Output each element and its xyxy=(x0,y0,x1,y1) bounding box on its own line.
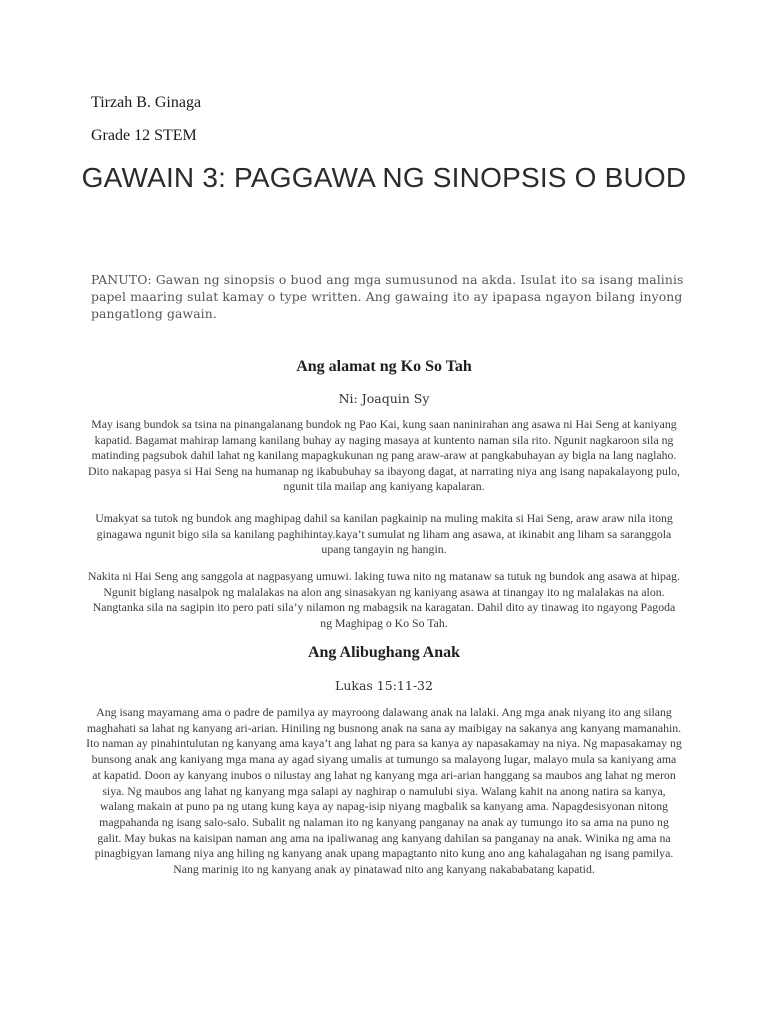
instructions-text: PANUTO: Gawan ng sinopsis o buod ang mga sumusunod na akda. Isulat ito sa isang malinis papel maaring sulat kamay o type written. Ang gawaing ito ay ipapasa ngayon bilang inyong pangatlong gawain. xyxy=(91,272,684,321)
story-paragraph: Umakyat sa tutok ng bundok ang maghipag dahil sa kanilan pagkainip na muling makita si Hai Seng, araw araw nila itong ginagawa ngunit bigo sila sa kanilang paghihintay.kaya’t sumulat ng liham ang asawa, at ikinabit ang liham sa saranggola upang tangayin ng hangin. xyxy=(95,511,673,557)
story-paragraph: Ang isang mayamang ama o padre de pamilya ay mayroong dalawang anak na lalaki. Ang mga anak niyang ito ang silang maghahati sa lahat ng kanyang ari-arian. Hiniling ng busnong anak na sana ay maibigay na sakanya ang kanyang mamanahin. Ito naman ay pinahintulutan ng kanyang ama kaya’t ang lahat ng para sa kanya ay napasakamay na niya. Ng mapasakamay ng bunsong anak ang kaniyang mga mana ay agad siyang umalis at tumungo sa malayong lugar, malayo mula sa kaniyang ama at kapatid. Doon ay kanyang inubos o nilustay ang lahat ng kanyang mga ari-arian hanggang sa maubos ang lahat ng meron siya. Ng maubos ang lahat ng kanyang mga salapi ay naghirap o namulubi siya. Walang kahit na anong natira sa kanya, walang makain at puno pa ng utang kung kaya ay napag-isip niyang magbalik sa kanyang ama. Napagdesisyonan nitong magpahanda ng isang salo-salo. Subalit ng nalaman ito ng kanyang panganay na anak ay tumungo ito sa ama na puno ng galit. May bukas na kaisipan naman ang ama na ipaliwanag ang kanyang dahilan sa panganay na anak. Winika ng ama na pinagbigyan lamang niya ang hiling ng kanyang anak upang mapagtanto nito kung ano ang kahalagahan ng isang pamilya. Nang marinig ito ng kanyang anak ay pinatawad nito ang kanyang nakababatang kapatid. xyxy=(86,705,682,877)
story-paragraph: Nakita ni Hai Seng ang sanggola at nagpasyang umuwi. laking tuwa nito ng matanaw sa tutuk ng bundok ang asawa at hipag. Ngunit biglang nasalpok ng malalakas na alon ang sinasakyan ng kaniyang asawa at tinangay ito ng malalakas na alon. Nangtanka sila na sagipin ito pero pati sila’y nilamon ng mabagsik na karagatan. Dahil dito ay tinawag ito ngayong Pagoda ng Maghipag o Ko So Tah. xyxy=(87,569,680,630)
bible-reference: Lukas 15:11-32 xyxy=(335,678,433,693)
grade-section: Grade 12 STEM xyxy=(91,127,197,144)
story-title-ko-so-tah: Ang alamat ng Ko So Tah xyxy=(296,358,472,375)
author-name: Tirzah B. Ginaga xyxy=(91,94,202,111)
story-paragraph: May isang bundok sa tsina na pinangalanang bundok ng Pao Kai, kung saan naninirahan ang asawa ni Hai Seng at kaniyang kapatid. Bagamat mahirap lamang kanilang buhay ay naging masaya at kuntento naman sila rito. Ngunit nagkaroon sila ng matinding pagsubok dahil lahat ng kanilang mapagkukunan ng pang araw-araw at pangkabuhayan ay bigla na lang naglaho. Dito nakapag pasya si Hai Seng na humanap ng ikabubuhay sa ibayong dagat, at narrating niya ang isang napakalayong pulo, ngunit tila mailap ang kaniyang kapalaran. xyxy=(88,417,680,494)
story-author: Ni: Joaquin Sy xyxy=(338,391,430,406)
page-title: GAWAIN 3: PAGGAWA NG SINOPSIS O BUOD xyxy=(81,162,687,193)
story-title-alibughang-anak: Ang Alibughang Anak xyxy=(307,644,461,661)
